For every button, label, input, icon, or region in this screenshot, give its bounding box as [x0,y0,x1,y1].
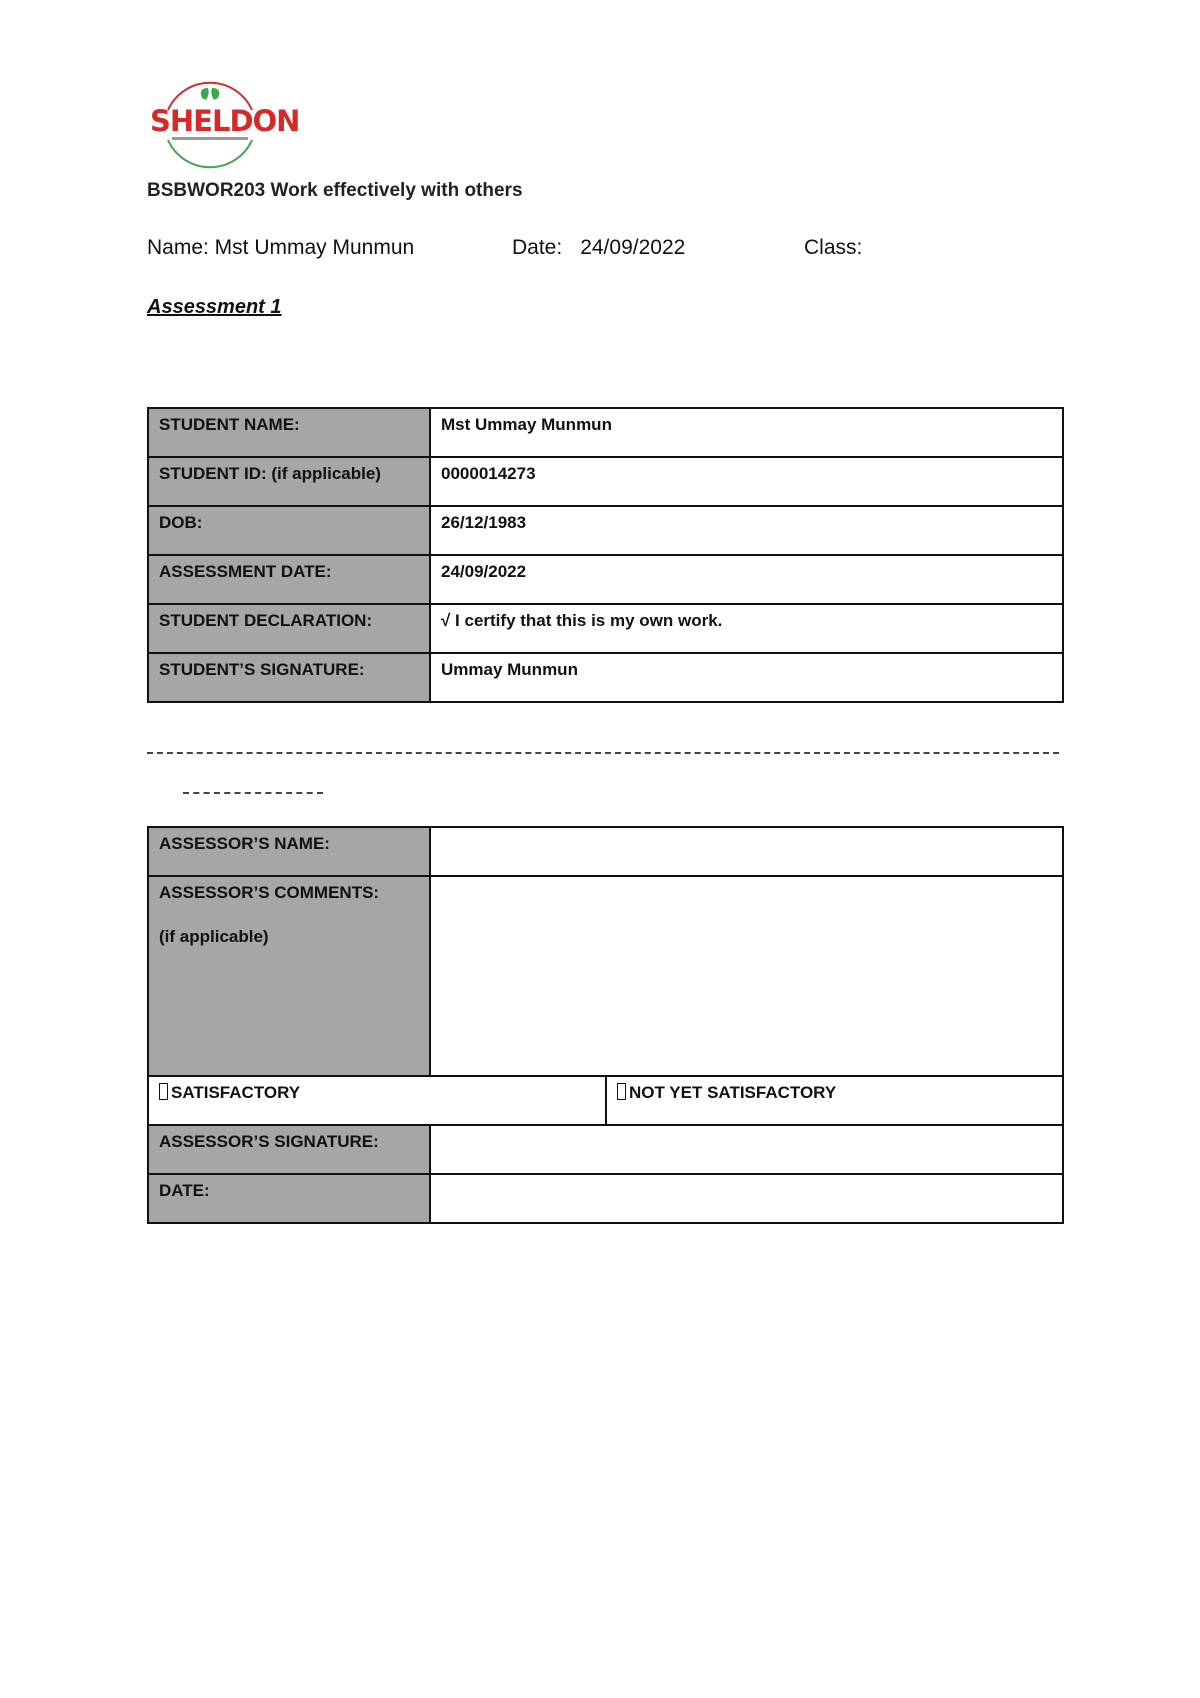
unit-title: BSBWOR203 Work effectively with others [147,180,523,201]
assessment-date-value[interactable]: 24/09/2022 [430,555,1063,604]
checkbox-icon[interactable] [617,1083,626,1100]
satisfactory-option[interactable] [148,1076,606,1125]
assessor-comments-label-cell [148,876,430,1076]
student-signature-label: STUDENT’S SIGNATURE: [148,653,430,702]
table-row [148,408,1063,457]
table-row [148,1174,1063,1223]
assessor-comments-value[interactable] [430,876,1063,1076]
date-line [512,236,685,260]
table-row [148,457,1063,506]
logo-wordmark: SHELDON [150,104,300,138]
table-row [148,827,1063,876]
assessor-name-value[interactable] [430,827,1063,876]
student-name-value[interactable]: Mst Ummay Munmun [430,408,1063,457]
class-label: Class: [804,236,863,259]
cut-line-divider-continued [183,792,323,797]
not-yet-satisfactory-label: NOT YET SATISFACTORY [629,1083,837,1102]
assessor-comments-note: (if applicable) [159,927,269,946]
table-row [148,1125,1063,1174]
dob-value[interactable]: 26/12/1983 [430,506,1063,555]
assessor-comments-label: ASSESSOR’S COMMENTS: [159,883,380,902]
dob-label: DOB: [148,506,430,555]
student-signature-value[interactable]: Ummay Munmun [430,653,1063,702]
leaf-icon [201,88,219,100]
assessment-date-label: ASSESSMENT DATE: [148,555,430,604]
assessment-title: Assessment 1 [147,296,282,318]
student-id-label: STUDENT ID: (if applicable) [148,457,430,506]
assessor-signature-label: ASSESSOR’S SIGNATURE: [148,1125,430,1174]
table-row [148,876,1063,1076]
student-details-table [147,407,1064,703]
assessor-table [147,826,1064,1224]
date-value: 24/09/2022 [580,236,686,259]
table-row [148,506,1063,555]
student-declaration-value[interactable]: √ I certify that this is my own work. [430,604,1063,653]
cut-line-divider [147,752,1059,757]
table-row [148,1076,1063,1125]
assessor-date-label: DATE: [148,1174,430,1223]
table-row [148,555,1063,604]
assessor-signature-value[interactable] [430,1125,1063,1174]
student-declaration-label: STUDENT DECLARATION: [148,604,430,653]
student-name-line: Name: Mst Ummay Munmun [147,236,415,259]
assessor-name-label: ASSESSOR’S NAME: [148,827,430,876]
checkbox-icon[interactable] [159,1083,168,1100]
student-id-value[interactable]: 0000014273 [430,457,1063,506]
not-yet-satisfactory-option[interactable] [606,1076,1063,1125]
table-row [148,604,1063,653]
sheldon-logo [150,80,300,170]
assessor-date-value[interactable] [430,1174,1063,1223]
table-row [148,653,1063,702]
date-label: Date: [512,236,563,259]
satisfactory-label: SATISFACTORY [171,1083,301,1102]
student-name-label: STUDENT NAME: [148,408,430,457]
